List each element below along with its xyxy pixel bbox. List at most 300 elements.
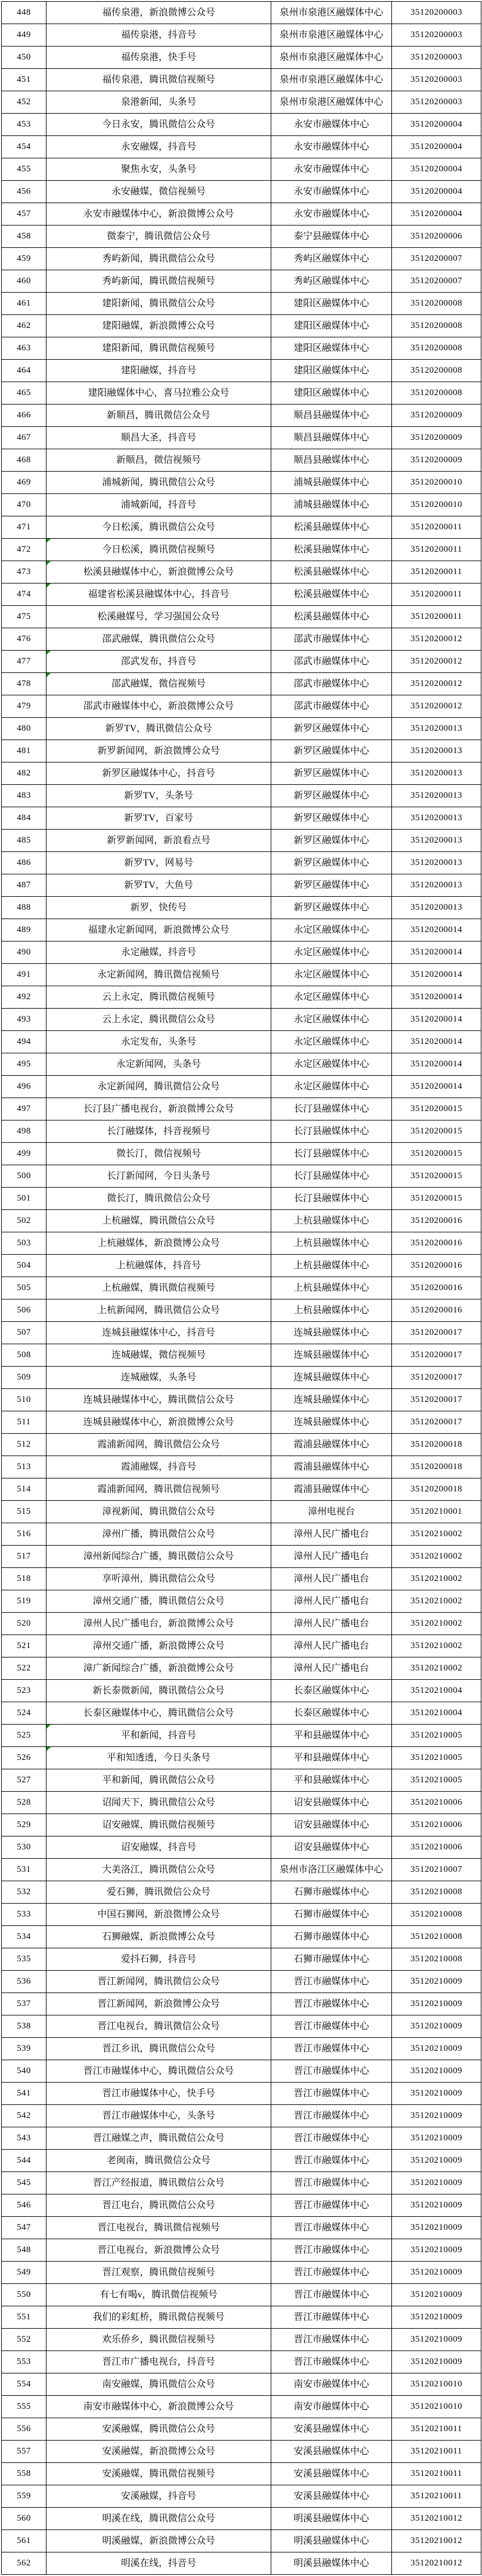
account-name-cell bbox=[46, 1769, 271, 1792]
account-name-text: 新长泰微新闻，腾讯微信公众号 bbox=[92, 1685, 225, 1696]
row-number-cell: 561 bbox=[2, 2530, 46, 2552]
account-name-cell bbox=[46, 941, 271, 964]
license-number-cell: 35120210009 bbox=[392, 2172, 481, 2194]
organizer-cell: 松溪县融媒体中心 bbox=[271, 584, 392, 606]
license-number-cell: 35120200015 bbox=[392, 1188, 481, 1210]
account-name-text: 上杭融媒体，抖音号 bbox=[116, 1260, 201, 1271]
organizer-cell: 长汀县融媒体中心 bbox=[271, 1165, 392, 1188]
account-name-cell bbox=[46, 785, 271, 807]
license-number-cell: 35120200013 bbox=[392, 830, 481, 852]
table-row bbox=[2, 293, 481, 315]
organizer-cell: 永安市融媒体中心 bbox=[271, 181, 392, 203]
organizer-cell: 秀屿区融媒体中心 bbox=[271, 270, 392, 293]
organizer-cell: 泉州市洛江区融媒体中心 bbox=[271, 1859, 392, 1881]
license-number-cell: 35120200003 bbox=[392, 2, 481, 24]
organizer-cell: 晋江市融媒体中心 bbox=[271, 2217, 392, 2239]
table-row bbox=[2, 1277, 481, 1299]
account-name-cell bbox=[46, 2015, 271, 2038]
row-number-cell: 541 bbox=[2, 2083, 46, 2105]
license-number-cell: 35120200017 bbox=[392, 1411, 481, 1434]
license-number-cell: 35120200009 bbox=[392, 405, 481, 427]
table-row bbox=[2, 24, 481, 47]
license-number-cell: 35120210009 bbox=[392, 2239, 481, 2262]
account-name-text: 大美洛江，腾讯微信公众号 bbox=[102, 1864, 215, 1875]
license-number-cell: 35120210006 bbox=[392, 1814, 481, 1836]
row-number-cell: 496 bbox=[2, 1076, 46, 1098]
table-row bbox=[2, 1613, 481, 1635]
table-row bbox=[2, 360, 481, 382]
table-row bbox=[2, 1836, 481, 1859]
account-name-text: 松溪县融媒体中心，新浪微博公众号 bbox=[83, 566, 234, 577]
organizer-cell: 安溪县融媒体中心 bbox=[271, 2463, 392, 2485]
organizer-cell: 诏安县融媒体中心 bbox=[271, 1814, 392, 1836]
table-row bbox=[2, 1143, 481, 1165]
license-number-cell: 35120200003 bbox=[392, 24, 481, 47]
table-row bbox=[2, 964, 481, 986]
license-number-cell: 35120200017 bbox=[392, 1344, 481, 1367]
organizer-cell: 晋江市融媒体中心 bbox=[271, 2329, 392, 2351]
organizer-cell: 漳州人民广播电台 bbox=[271, 1635, 392, 1657]
table-row bbox=[2, 1210, 481, 1232]
row-number-cell: 477 bbox=[2, 651, 46, 673]
organizer-cell: 连城县融媒体中心 bbox=[271, 1389, 392, 1411]
account-name-text: 长汀新闻网，今日头条号 bbox=[107, 1171, 211, 1181]
license-number-cell: 35120200004 bbox=[392, 203, 481, 226]
table-row bbox=[2, 2, 481, 24]
row-number-cell: 492 bbox=[2, 986, 46, 1009]
account-name-cell bbox=[46, 584, 271, 606]
account-name-text: 秀屿新闻，腾讯微信视频号 bbox=[102, 276, 215, 286]
table-row bbox=[2, 874, 481, 897]
account-name-cell bbox=[46, 1411, 271, 1434]
row-number-cell: 521 bbox=[2, 1635, 46, 1657]
account-name-cell bbox=[46, 449, 271, 472]
license-number-cell: 35120200013 bbox=[392, 897, 481, 919]
organizer-cell: 永定区融媒体中心 bbox=[271, 1076, 392, 1098]
license-number-cell: 35120210009 bbox=[392, 1971, 481, 1993]
table-row bbox=[2, 337, 481, 360]
green-triangle-marker-icon bbox=[46, 1725, 51, 1729]
account-name-text: 平和新闻，抖音号 bbox=[121, 1730, 197, 1740]
table-row bbox=[2, 2418, 481, 2441]
table-row bbox=[2, 785, 481, 807]
organizer-cell: 上杭县融媒体中心 bbox=[271, 1277, 392, 1299]
license-number-cell: 35120200015 bbox=[392, 1143, 481, 1165]
account-name-cell bbox=[46, 1098, 271, 1120]
row-number-cell: 538 bbox=[2, 2015, 46, 2038]
account-name-cell bbox=[46, 1434, 271, 1456]
row-number-cell: 504 bbox=[2, 1255, 46, 1277]
account-name-text: 连城县融媒体中心，腾讯微信公众号 bbox=[83, 1394, 234, 1405]
row-number-cell: 480 bbox=[2, 718, 46, 740]
table-row bbox=[2, 1367, 481, 1389]
green-triangle-marker-icon bbox=[46, 651, 51, 655]
account-name-text: 永定融媒，抖音号 bbox=[121, 947, 197, 957]
license-number-cell: 35120200006 bbox=[392, 226, 481, 248]
license-number-cell: 35120200007 bbox=[392, 270, 481, 293]
table-row bbox=[2, 695, 481, 718]
account-name-cell bbox=[46, 1501, 271, 1523]
account-name-text: 永定新闻网，头条号 bbox=[116, 1059, 201, 1069]
green-triangle-marker-icon bbox=[46, 584, 51, 588]
account-name-text: 建阳融媒体中心，喜马拉雅公众号 bbox=[88, 387, 230, 398]
table-row bbox=[2, 2463, 481, 2485]
row-number-cell: 483 bbox=[2, 785, 46, 807]
account-name-cell bbox=[46, 226, 271, 248]
account-name-cell bbox=[46, 2083, 271, 2105]
green-triangle-marker-icon bbox=[46, 673, 51, 677]
license-number-cell: 35120210009 bbox=[392, 2060, 481, 2083]
row-number-cell: 458 bbox=[2, 226, 46, 248]
account-name-cell bbox=[46, 919, 271, 941]
account-name-cell bbox=[46, 673, 271, 695]
license-number-cell: 35120200016 bbox=[392, 1210, 481, 1232]
account-name-text: 浦城新闻，抖音号 bbox=[121, 499, 197, 510]
license-number-cell: 35120210008 bbox=[392, 1904, 481, 1926]
table-row bbox=[2, 494, 481, 516]
account-name-text: 新罗TV，大鱼号 bbox=[124, 880, 194, 890]
account-name-text: 中国石狮网，新浪微博公众号 bbox=[97, 1909, 220, 1919]
license-number-cell: 35120210009 bbox=[392, 2217, 481, 2239]
organizer-cell: 诏安县融媒体中心 bbox=[271, 1792, 392, 1814]
license-number-cell: 35120200017 bbox=[392, 1367, 481, 1389]
organizer-cell: 建阳区融媒体中心 bbox=[271, 315, 392, 337]
table-row bbox=[2, 1993, 481, 2015]
account-name-text: 微泰宁，腾讯微信公众号 bbox=[107, 231, 211, 241]
account-name-cell bbox=[46, 2172, 271, 2194]
table-row bbox=[2, 69, 481, 91]
table-row bbox=[2, 1299, 481, 1322]
table-row bbox=[2, 382, 481, 405]
account-name-cell bbox=[46, 2530, 271, 2552]
account-name-text: 福建省松溪县融媒体中心，抖音号 bbox=[88, 589, 230, 599]
table-row bbox=[2, 136, 481, 158]
table-row bbox=[2, 1971, 481, 1993]
license-number-cell: 35120200016 bbox=[392, 1255, 481, 1277]
account-name-cell bbox=[46, 740, 271, 762]
row-number-cell: 468 bbox=[2, 449, 46, 472]
license-number-cell: 35120200015 bbox=[392, 1165, 481, 1188]
organizer-cell: 晋江市融媒体中心 bbox=[271, 2127, 392, 2150]
organizer-cell: 漳州人民广播电台 bbox=[271, 1523, 392, 1546]
row-number-cell: 486 bbox=[2, 852, 46, 874]
account-name-text: 霞浦新闻网，腾讯微信视频号 bbox=[97, 1484, 220, 1494]
account-name-cell bbox=[46, 2217, 271, 2239]
license-number-cell: 35120210012 bbox=[392, 2508, 481, 2530]
organizer-cell: 上杭县融媒体中心 bbox=[271, 1299, 392, 1322]
media-license-table bbox=[1, 1, 481, 2575]
account-name-text: 我们的彩虹桥，腾讯微信视频号 bbox=[92, 2312, 225, 2322]
account-name-cell bbox=[46, 830, 271, 852]
row-number-cell: 506 bbox=[2, 1299, 46, 1322]
organizer-cell: 新罗区融媒体中心 bbox=[271, 897, 392, 919]
row-number-cell: 536 bbox=[2, 1971, 46, 1993]
account-name-text: 邵武融媒，微信视频号 bbox=[111, 678, 206, 689]
table-row bbox=[2, 158, 481, 181]
row-number-cell: 531 bbox=[2, 1859, 46, 1881]
account-name-cell bbox=[46, 24, 271, 47]
account-name-cell bbox=[46, 718, 271, 740]
row-number-cell: 493 bbox=[2, 1009, 46, 1031]
account-name-cell bbox=[46, 2441, 271, 2463]
account-name-text: 晋江电视台，腾讯微信视频号 bbox=[97, 2222, 220, 2233]
organizer-cell: 平和县融媒体中心 bbox=[271, 1725, 392, 1747]
table-row bbox=[2, 1702, 481, 1725]
organizer-cell: 安溪县融媒体中心 bbox=[271, 2441, 392, 2463]
row-number-cell: 467 bbox=[2, 427, 46, 449]
account-name-cell bbox=[46, 2418, 271, 2441]
table-row bbox=[2, 472, 481, 494]
table-row bbox=[2, 2552, 481, 2575]
account-name-cell bbox=[46, 964, 271, 986]
organizer-cell: 晋江市融媒体中心 bbox=[271, 2105, 392, 2127]
table-row bbox=[2, 449, 481, 472]
row-number-cell: 526 bbox=[2, 1747, 46, 1769]
account-name-cell bbox=[46, 1389, 271, 1411]
table-row bbox=[2, 2105, 481, 2127]
organizer-cell: 漳州人民广播电台 bbox=[271, 1590, 392, 1613]
account-name-text: 平和新闻，腾讯微信公众号 bbox=[102, 1775, 215, 1785]
row-number-cell: 508 bbox=[2, 1344, 46, 1367]
organizer-cell: 长汀县融媒体中心 bbox=[271, 1143, 392, 1165]
row-number-cell: 454 bbox=[2, 136, 46, 158]
table-row bbox=[2, 1165, 481, 1188]
license-number-cell: 35120210005 bbox=[392, 1747, 481, 1769]
row-number-cell: 481 bbox=[2, 740, 46, 762]
license-number-cell: 35120210011 bbox=[392, 2441, 481, 2463]
table-row bbox=[2, 1680, 481, 1702]
table-row bbox=[2, 1859, 481, 1881]
organizer-cell: 永定区融媒体中心 bbox=[271, 986, 392, 1009]
account-name-cell bbox=[46, 114, 271, 136]
account-name-text: 松溪融媒号，学习强国公众号 bbox=[97, 611, 220, 622]
organizer-cell: 泉州市泉港区融媒体中心 bbox=[271, 2, 392, 24]
account-name-cell bbox=[46, 1635, 271, 1657]
row-number-cell: 465 bbox=[2, 382, 46, 405]
account-name-text: 晋江乡讯，腾讯微信公众号 bbox=[102, 2043, 215, 2054]
organizer-cell: 晋江市融媒体中心 bbox=[271, 2015, 392, 2038]
row-number-cell: 452 bbox=[2, 91, 46, 114]
account-name-text: 永安融媒，微信视频号 bbox=[111, 186, 206, 197]
organizer-cell: 漳州人民广播电台 bbox=[271, 1613, 392, 1635]
row-number-cell: 502 bbox=[2, 1210, 46, 1232]
license-number-cell: 35120210012 bbox=[392, 2530, 481, 2552]
account-name-text: 建阳融媒，抖音号 bbox=[121, 365, 197, 376]
account-name-cell bbox=[46, 1009, 271, 1031]
organizer-cell: 石狮市融媒体中心 bbox=[271, 1904, 392, 1926]
license-number-cell: 35120210007 bbox=[392, 1859, 481, 1881]
account-name-text: 新罗TV，腾讯微信公众号 bbox=[105, 723, 212, 734]
table-row bbox=[2, 47, 481, 69]
account-name-cell bbox=[46, 1613, 271, 1635]
license-number-cell: 35120210009 bbox=[392, 2015, 481, 2038]
row-number-cell: 495 bbox=[2, 1053, 46, 1076]
account-name-cell bbox=[46, 1053, 271, 1076]
account-name-cell bbox=[46, 2060, 271, 2083]
table-row bbox=[2, 1948, 481, 1971]
license-number-cell: 35120210008 bbox=[392, 1926, 481, 1948]
license-number-cell: 35120200013 bbox=[392, 718, 481, 740]
account-name-cell bbox=[46, 405, 271, 427]
table-row bbox=[2, 762, 481, 785]
row-number-cell: 485 bbox=[2, 830, 46, 852]
organizer-cell: 明溪县融媒体中心 bbox=[271, 2508, 392, 2530]
row-number-cell: 535 bbox=[2, 1948, 46, 1971]
table-row bbox=[2, 2150, 481, 2172]
table-row bbox=[2, 2060, 481, 2083]
license-number-cell: 35120200003 bbox=[392, 91, 481, 114]
table-row bbox=[2, 2508, 481, 2530]
row-number-cell: 517 bbox=[2, 1546, 46, 1568]
table-row bbox=[2, 2015, 481, 2038]
organizer-cell: 晋江市融媒体中心 bbox=[271, 2194, 392, 2217]
organizer-cell: 泰宁县融媒体中心 bbox=[271, 226, 392, 248]
row-number-cell: 449 bbox=[2, 24, 46, 47]
row-number-cell: 455 bbox=[2, 158, 46, 181]
account-name-cell bbox=[46, 1367, 271, 1389]
account-name-cell bbox=[46, 2463, 271, 2485]
table-row bbox=[2, 2194, 481, 2217]
license-number-cell: 35120200016 bbox=[392, 1277, 481, 1299]
row-number-cell: 548 bbox=[2, 2239, 46, 2262]
organizer-cell: 石狮市融媒体中心 bbox=[271, 1926, 392, 1948]
organizer-cell: 永安市融媒体中心 bbox=[271, 158, 392, 181]
account-name-text: 建阳融媒，新浪微博公众号 bbox=[102, 320, 215, 331]
account-name-cell bbox=[46, 1568, 271, 1590]
table-row bbox=[2, 1255, 481, 1277]
organizer-cell: 上杭县融媒体中心 bbox=[271, 1210, 392, 1232]
account-name-text: 明溪在线，抖音号 bbox=[121, 2558, 197, 2568]
account-name-cell bbox=[46, 852, 271, 874]
account-name-cell bbox=[46, 1277, 271, 1299]
license-number-cell: 35120200016 bbox=[392, 1299, 481, 1322]
license-number-cell: 35120210009 bbox=[392, 2194, 481, 2217]
account-name-text: 福传泉港，抖音号 bbox=[121, 29, 197, 40]
table-row bbox=[2, 2217, 481, 2239]
row-number-cell: 479 bbox=[2, 695, 46, 718]
license-number-cell: 35120200014 bbox=[392, 1031, 481, 1053]
organizer-cell: 长汀县融媒体中心 bbox=[271, 1188, 392, 1210]
account-name-text: 南安融媒，腾讯微信公众号 bbox=[102, 2379, 215, 2389]
account-name-text: 新罗新闻网，新浪微博公众号 bbox=[97, 745, 220, 756]
account-name-cell bbox=[46, 561, 271, 584]
organizer-cell: 秀屿区融媒体中心 bbox=[271, 248, 392, 270]
account-name-text: 建阳新闻，腾讯微信公众号 bbox=[102, 298, 215, 309]
account-name-cell bbox=[46, 1143, 271, 1165]
table-row bbox=[2, 2262, 481, 2284]
organizer-cell: 连城县融媒体中心 bbox=[271, 1367, 392, 1389]
account-name-text: 明溪在线，腾讯微信公众号 bbox=[102, 2513, 215, 2524]
account-name-cell bbox=[46, 897, 271, 919]
account-name-cell bbox=[46, 2105, 271, 2127]
row-number-cell: 457 bbox=[2, 203, 46, 226]
account-name-text: 老闽南，腾讯微信公众号 bbox=[107, 2155, 211, 2166]
account-name-cell bbox=[46, 1680, 271, 1702]
organizer-cell: 建阳区融媒体中心 bbox=[271, 382, 392, 405]
account-name-cell bbox=[46, 1165, 271, 1188]
account-name-text: 新顺昌，微信视频号 bbox=[116, 455, 201, 465]
account-name-text: 连城融媒，微信视频号 bbox=[111, 1350, 206, 1360]
account-name-cell bbox=[46, 2150, 271, 2172]
account-name-text: 晋江市融媒体中心，快手号 bbox=[102, 2088, 215, 2098]
table-row bbox=[2, 2396, 481, 2418]
organizer-cell: 长汀县融媒体中心 bbox=[271, 1120, 392, 1143]
account-name-cell bbox=[46, 1792, 271, 1814]
account-name-cell bbox=[46, 1971, 271, 1993]
organizer-cell: 晋江市融媒体中心 bbox=[271, 2038, 392, 2060]
account-name-cell bbox=[46, 2284, 271, 2306]
row-number-cell: 451 bbox=[2, 69, 46, 91]
license-number-cell: 35120200013 bbox=[392, 785, 481, 807]
table-row bbox=[2, 1188, 481, 1210]
license-number-cell: 35120210009 bbox=[392, 2038, 481, 2060]
account-name-cell bbox=[46, 47, 271, 69]
row-number-cell: 505 bbox=[2, 1277, 46, 1299]
organizer-cell: 上杭县融媒体中心 bbox=[271, 1255, 392, 1277]
account-name-cell bbox=[46, 472, 271, 494]
license-number-cell: 35120200003 bbox=[392, 69, 481, 91]
account-name-text: 新罗TV，网易号 bbox=[124, 857, 194, 868]
row-number-cell: 487 bbox=[2, 874, 46, 897]
row-number-cell: 558 bbox=[2, 2463, 46, 2485]
account-name-text: 安溪融媒，抖音号 bbox=[121, 2491, 197, 2501]
account-name-cell bbox=[46, 1299, 271, 1322]
table-row bbox=[2, 1098, 481, 1120]
row-number-cell: 513 bbox=[2, 1456, 46, 1478]
organizer-cell: 浦城县融媒体中心 bbox=[271, 472, 392, 494]
account-name-text: 漳州交通广播，新浪微博公众号 bbox=[92, 1640, 225, 1651]
row-number-cell: 503 bbox=[2, 1232, 46, 1255]
row-number-cell: 450 bbox=[2, 47, 46, 69]
row-number-cell: 551 bbox=[2, 2306, 46, 2329]
organizer-cell: 新罗区融媒体中心 bbox=[271, 807, 392, 830]
table-row bbox=[2, 1881, 481, 1904]
organizer-cell: 漳州人民广播电台 bbox=[271, 1657, 392, 1680]
license-number-cell: 35120210009 bbox=[392, 2083, 481, 2105]
account-name-cell bbox=[46, 516, 271, 539]
table-row bbox=[2, 181, 481, 203]
row-number-cell: 542 bbox=[2, 2105, 46, 2127]
account-name-cell bbox=[46, 1836, 271, 1859]
organizer-cell: 建阳区融媒体中心 bbox=[271, 293, 392, 315]
license-number-cell: 35120200008 bbox=[392, 337, 481, 360]
row-number-cell: 544 bbox=[2, 2150, 46, 2172]
account-name-cell bbox=[46, 2552, 271, 2575]
account-name-text: 欢乐侨乡，腾讯微信视频号 bbox=[102, 2334, 215, 2345]
license-number-cell: 35120200011 bbox=[392, 561, 481, 584]
row-number-cell: 520 bbox=[2, 1613, 46, 1635]
table-row bbox=[2, 852, 481, 874]
row-number-cell: 510 bbox=[2, 1389, 46, 1411]
organizer-cell: 连城县融媒体中心 bbox=[271, 1344, 392, 1367]
organizer-cell: 邵武市融媒体中心 bbox=[271, 695, 392, 718]
organizer-cell: 霞浦县融媒体中心 bbox=[271, 1478, 392, 1501]
organizer-cell: 霞浦县融媒体中心 bbox=[271, 1434, 392, 1456]
organizer-cell: 晋江市融媒体中心 bbox=[271, 2060, 392, 2083]
row-number-cell: 475 bbox=[2, 606, 46, 628]
organizer-cell: 平和县融媒体中心 bbox=[271, 1769, 392, 1792]
account-name-text: 新罗新闻网，新浪看点号 bbox=[107, 835, 211, 846]
account-name-cell bbox=[46, 1993, 271, 2015]
account-name-text: 福传泉港，快手号 bbox=[121, 52, 197, 62]
account-name-text: 晋江电台，腾讯微信公众号 bbox=[102, 2200, 215, 2210]
license-number-cell: 35120210006 bbox=[392, 1792, 481, 1814]
account-name-text: 漳州新闻综合广播，腾讯微信公众号 bbox=[83, 1551, 234, 1561]
license-number-cell: 35120200017 bbox=[392, 1389, 481, 1411]
account-name-text: 上杭融媒，腾讯微信视频号 bbox=[102, 1282, 215, 1293]
account-name-text: 微长汀，微信视频号 bbox=[116, 1148, 201, 1159]
row-number-cell: 552 bbox=[2, 2329, 46, 2351]
